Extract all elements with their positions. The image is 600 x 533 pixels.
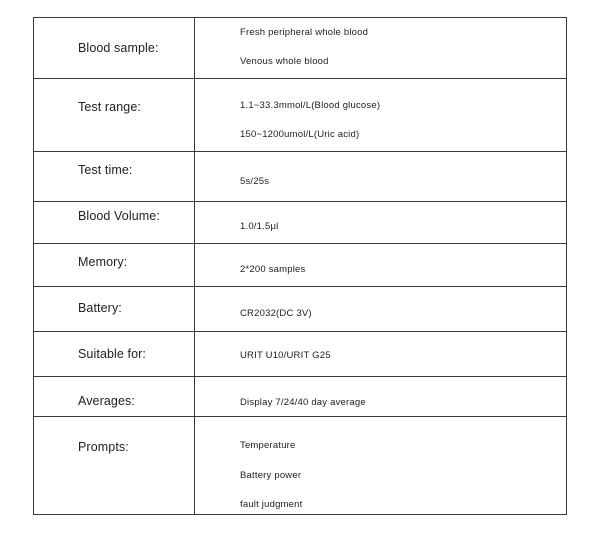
spec-row-averages [34, 377, 566, 417]
spec-value: Display 7/24/40 day average [240, 397, 366, 408]
column-divider [194, 377, 195, 416]
spec-value: 5s/25s [240, 176, 270, 187]
spec-label: Blood sample: [78, 41, 159, 55]
spec-value: 1.1~33.3mmol/L(Blood glucose) [240, 100, 381, 111]
spec-value: 150~1200umol/L(Uric acid) [240, 129, 360, 140]
spec-row-suitable-for [34, 332, 566, 377]
spec-row-blood-sample [34, 18, 566, 79]
spec-value: Battery power [240, 470, 302, 481]
spec-row-battery [34, 287, 566, 332]
spec-label: Averages: [78, 394, 135, 408]
column-divider [194, 332, 195, 376]
spec-label: Memory: [78, 255, 128, 269]
spec-value: CR2032(DC 3V) [240, 308, 312, 319]
column-divider [194, 202, 195, 243]
spec-label: Test time: [78, 163, 133, 177]
spec-value: 2*200 samples [240, 264, 306, 275]
column-divider [194, 417, 195, 514]
spec-label: Suitable for: [78, 347, 147, 361]
column-divider [194, 287, 195, 331]
spec-row-prompts [34, 417, 566, 514]
spec-row-test-range [34, 79, 566, 152]
spec-row-memory [34, 244, 566, 287]
spec-value: Fresh peripheral whole blood [240, 27, 369, 38]
spec-value: Venous whole blood [240, 56, 329, 67]
spec-value: fault judgment [240, 499, 303, 510]
spec-label: Prompts: [78, 440, 129, 454]
column-divider [194, 152, 195, 201]
spec-value: URIT U10/URIT G25 [240, 350, 331, 361]
spec-row-test-time [34, 152, 566, 202]
column-divider [194, 18, 195, 78]
spec-label: Blood Volume: [78, 209, 160, 223]
spec-value: Temperature [240, 440, 296, 451]
spec-label: Battery: [78, 301, 122, 315]
column-divider [194, 244, 195, 286]
spec-label: Test range: [78, 100, 141, 114]
spec-row-blood-volume [34, 202, 566, 244]
spec-table [33, 17, 567, 515]
spec-value: 1.0/1.5μl [240, 221, 279, 232]
column-divider [194, 79, 195, 151]
